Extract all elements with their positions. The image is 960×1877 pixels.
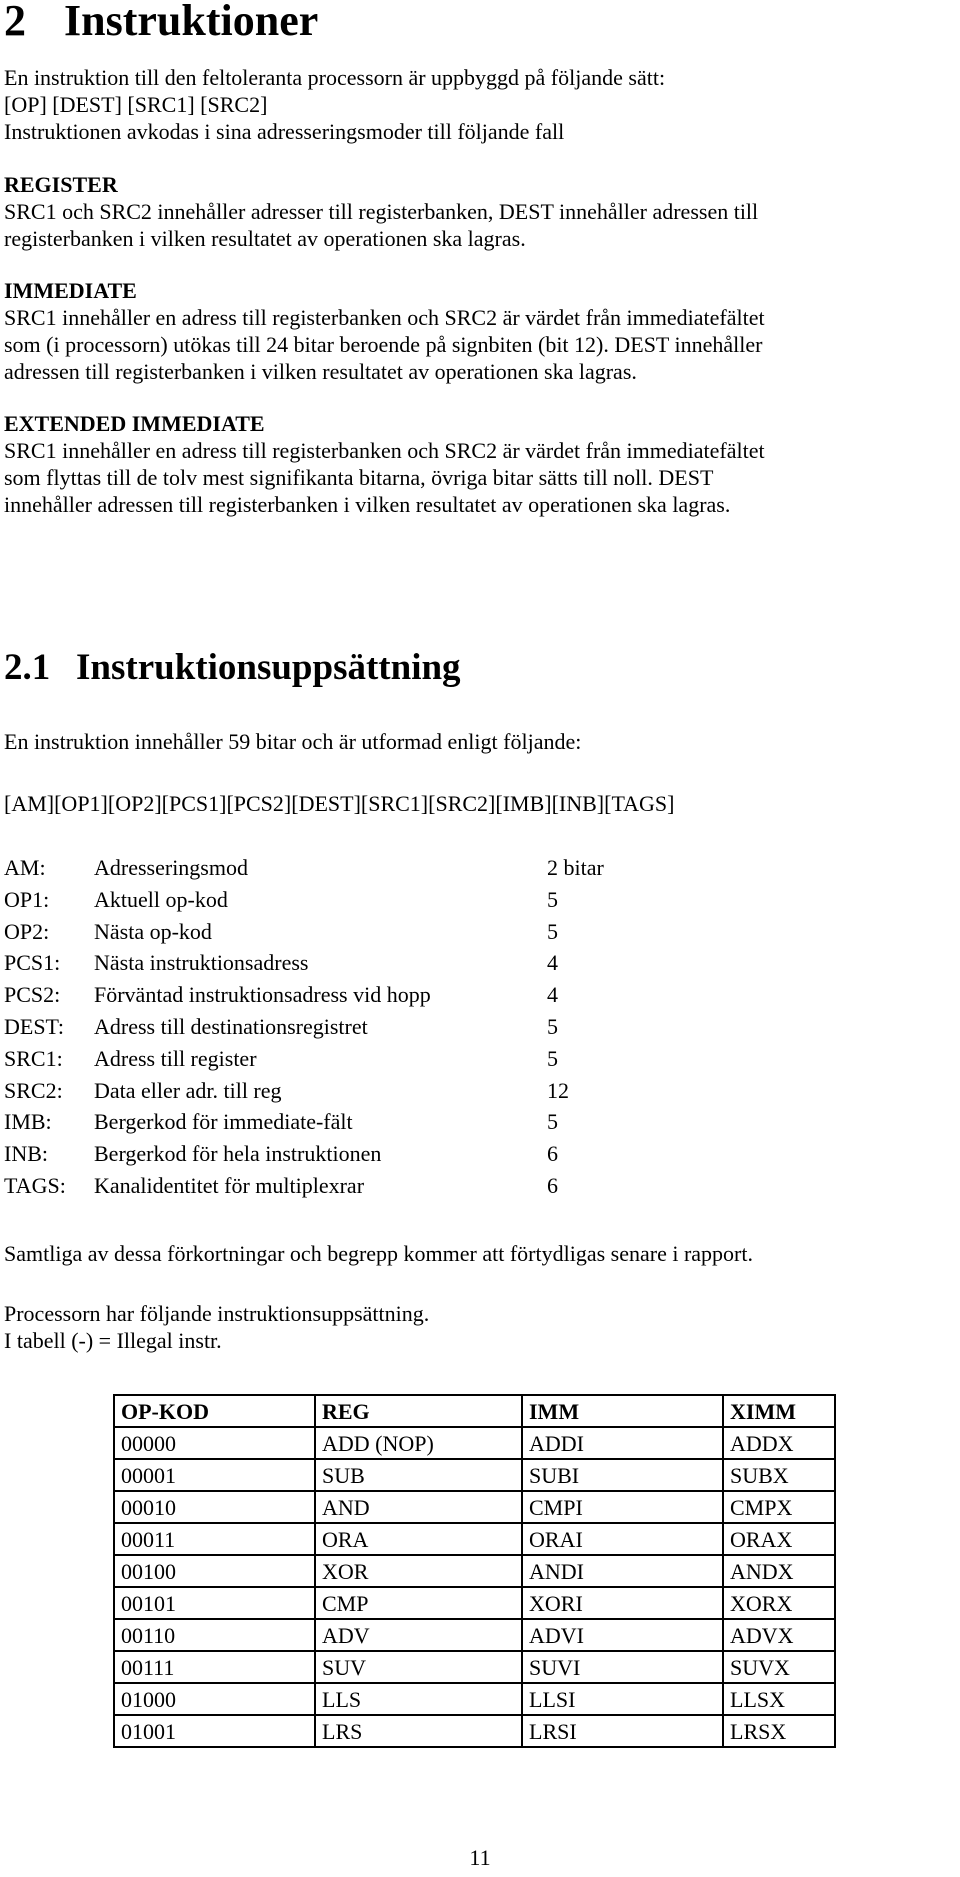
field-bits: 5	[547, 918, 558, 944]
table-cell: LLSX	[723, 1683, 835, 1715]
table-row	[114, 1683, 835, 1715]
field-bits: 5	[547, 886, 558, 912]
table-cell: ADDI	[522, 1427, 723, 1459]
table-row	[114, 1651, 835, 1683]
table-cell: 00010	[114, 1491, 315, 1523]
intro-line-1: En instruktion till den feltoleranta processorn är uppbyggd på följande sätt:	[4, 65, 666, 90]
column-header-imm: IMM	[522, 1395, 723, 1427]
table-row	[114, 1523, 835, 1555]
field-bits: 5	[547, 1045, 558, 1071]
table-cell: CMP	[315, 1587, 522, 1619]
field-desc: Förväntad instruktionsadress vid hopp	[94, 982, 431, 1008]
table-row	[114, 1619, 835, 1651]
extended-mode-title: EXTENDED IMMEDIATE	[4, 411, 265, 436]
table-cell: 00011	[114, 1523, 315, 1555]
field-desc: Kanalidentitet för multiplexrar	[94, 1172, 365, 1198]
field-row	[4, 1011, 624, 1043]
table-row	[114, 1555, 835, 1587]
field-desc: Adress till register	[94, 1045, 257, 1071]
field-desc: Adresseringsmod	[94, 855, 248, 880]
table-cell: SUBX	[723, 1459, 835, 1491]
column-header-ximm: XIMM	[723, 1395, 835, 1427]
table-cell: ADDX	[723, 1427, 835, 1459]
table-row	[114, 1715, 835, 1747]
table-cell: ANDI	[522, 1555, 723, 1587]
table-intro-line-1: Processorn har följande instruktionsuppsättning.	[4, 1301, 430, 1326]
table-cell: XORX	[723, 1587, 835, 1619]
table-cell: XORI	[522, 1587, 723, 1619]
intro-line-3: Instruktionen avkodas i sina adresseringsmoder till följande fall	[4, 119, 565, 144]
table-row	[114, 1587, 835, 1619]
table-cell: CMPX	[723, 1491, 835, 1523]
table-cell: 00101	[114, 1587, 315, 1619]
intro-line-2: [OP] [DEST] [SRC1] [SRC2]	[4, 92, 268, 117]
column-header-reg: REG	[315, 1395, 522, 1427]
table-row	[114, 1459, 835, 1491]
field-row	[4, 1106, 624, 1138]
register-mode-title: REGISTER	[4, 172, 118, 197]
immediate-mode-line-2: som (i processorn) utökas till 24 bitar beroende på signbiten (bit 12). DEST innehåller	[4, 332, 763, 357]
subsection-title: Instruktionsuppsättning	[76, 647, 461, 688]
table-cell: ORAI	[522, 1523, 723, 1555]
table-cell: CMPI	[522, 1491, 723, 1523]
field-bits: 5	[547, 1109, 558, 1135]
extended-mode-line-1: SRC1 innehåller en adress till registerbanken och SRC2 är värdet från immediatefältet	[4, 438, 765, 463]
table-cell: LLS	[315, 1683, 522, 1715]
section-heading	[4, 0, 318, 46]
field-row	[4, 1170, 624, 1202]
register-mode-line-1: SRC1 och SRC2 innehåller adresser till registerbanken, DEST innehåller adressen till	[4, 199, 759, 224]
table-cell: 00100	[114, 1555, 315, 1587]
table-cell: 01001	[114, 1715, 315, 1747]
instruction-set-table	[113, 1394, 836, 1748]
field-desc: Adress till destinationsregistret	[94, 1013, 368, 1039]
table-row	[114, 1427, 835, 1459]
immediate-mode-title: IMMEDIATE	[4, 278, 137, 303]
table-cell: 00110	[114, 1619, 315, 1651]
field-row	[4, 1138, 624, 1170]
table-cell: ANDX	[723, 1555, 835, 1587]
field-abbr: OP1:	[4, 886, 50, 912]
table-row	[114, 1491, 835, 1523]
table-cell: 00111	[114, 1651, 315, 1683]
table-header-row	[114, 1395, 835, 1427]
subsection-number: 2.1	[4, 647, 51, 688]
table-cell: SUVX	[723, 1651, 835, 1683]
summary-text: Samtliga av dessa förkortningar och begrepp kommer att förtydligas senare i rapport.	[4, 1241, 753, 1266]
immediate-mode-line-3: adressen till registerbanken i vilken resultatet av operationen ska lagras.	[4, 359, 637, 384]
field-abbr: IMB:	[4, 1109, 52, 1135]
field-bits: 2 bitar	[547, 855, 604, 880]
field-desc: Aktuell op-kod	[94, 886, 228, 912]
field-desc: Bergerkod för hela instruktionen	[94, 1141, 382, 1167]
table-cell: 00000	[114, 1427, 315, 1459]
table-cell: ADD (NOP)	[315, 1427, 522, 1459]
field-abbr: OP2:	[4, 918, 50, 944]
table-cell: ADVI	[522, 1619, 723, 1651]
page-number: 11	[469, 1845, 491, 1870]
table-cell: ADVX	[723, 1619, 835, 1651]
field-desc: Nästa op-kod	[94, 918, 212, 944]
instruction-format: [AM][OP1][OP2][PCS1][PCS2][DEST][SRC1][SRC2][IMB][INB][TAGS]	[4, 791, 675, 816]
table-cell: SUBI	[522, 1459, 723, 1491]
field-bits: 5	[547, 1013, 558, 1039]
field-abbr: DEST:	[4, 1013, 65, 1039]
table-cell: SUV	[315, 1651, 522, 1683]
field-row	[4, 979, 624, 1011]
table-cell: LLSI	[522, 1683, 723, 1715]
field-desc: Nästa instruktionsadress	[94, 950, 309, 976]
field-desc: Data eller adr. till reg	[94, 1077, 282, 1103]
field-bits: 6	[547, 1141, 558, 1167]
table-cell: SUB	[315, 1459, 522, 1491]
table-cell: LRS	[315, 1715, 522, 1747]
register-mode-line-2: registerbanken i vilken resultatet av operationen ska lagras.	[4, 226, 526, 251]
immediate-mode-line-1: SRC1 innehåller en adress till registerbanken och SRC2 är värdet från immediatefältet	[4, 305, 765, 330]
table-cell: ADV	[315, 1619, 522, 1651]
format-intro: En instruktion innehåller 59 bitar och är utformad enligt följande:	[4, 729, 582, 754]
field-abbr: SRC2:	[4, 1077, 63, 1103]
field-abbr: SRC1:	[4, 1045, 63, 1071]
field-row	[4, 916, 624, 948]
field-abbr: PCS2:	[4, 982, 61, 1008]
field-row	[4, 1075, 624, 1107]
field-bits: 6	[547, 1172, 558, 1198]
section-number: 2	[4, 0, 26, 45]
subsection-heading	[4, 646, 461, 690]
table-cell: XOR	[315, 1555, 522, 1587]
field-row	[4, 852, 624, 884]
extended-mode-line-3: innehåller adressen till registerbanken i vilken resultatet av operationen ska lagras.	[4, 492, 731, 517]
table-cell: LRSX	[723, 1715, 835, 1747]
field-row	[4, 1043, 624, 1075]
field-abbr: INB:	[4, 1141, 48, 1167]
field-abbr: PCS1:	[4, 950, 61, 976]
field-bits: 12	[547, 1077, 569, 1103]
field-abbr: TAGS:	[4, 1172, 66, 1198]
field-row	[4, 947, 624, 979]
table-cell: 00001	[114, 1459, 315, 1491]
field-row	[4, 884, 624, 916]
field-bits: 4	[547, 982, 558, 1008]
field-list	[4, 852, 624, 1202]
section-title: Instruktioner	[64, 0, 319, 45]
field-bits: 4	[547, 950, 558, 976]
table-cell: LRSI	[522, 1715, 723, 1747]
extended-mode-line-2: som flyttas till de tolv mest signifikanta bitarna, övriga bitar sätts till noll. DEST	[4, 465, 714, 490]
table-intro-line-2: I tabell (-) = Illegal instr.	[4, 1328, 222, 1353]
column-header-opcode: OP-KOD	[114, 1395, 315, 1427]
table-cell: ORA	[315, 1523, 522, 1555]
field-desc: Bergerkod för immediate-fält	[94, 1109, 353, 1135]
table-cell: 01000	[114, 1683, 315, 1715]
table-cell: ORAX	[723, 1523, 835, 1555]
field-abbr: AM:	[4, 855, 46, 880]
table-cell: SUVI	[522, 1651, 723, 1683]
table-cell: AND	[315, 1491, 522, 1523]
